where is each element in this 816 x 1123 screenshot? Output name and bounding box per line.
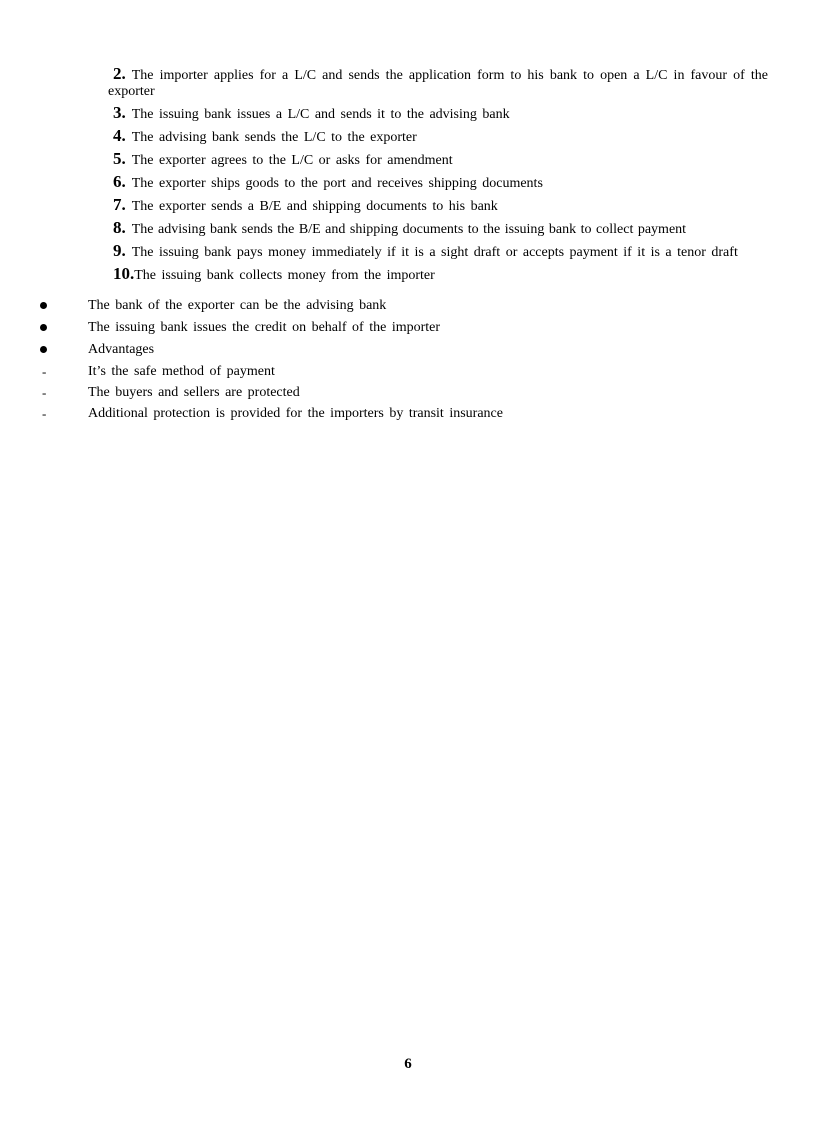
step-text: The exporter sends a B/E and shipping documents to his bank — [131, 199, 498, 214]
step-text: The importer applies for a L/C and sends the application form to his bank to open a L/C in favour of the exporter — [108, 68, 768, 99]
step-text: The issuing bank collects money from the importer — [134, 268, 435, 283]
step-number: 8. — [113, 218, 126, 237]
step-item — [108, 174, 768, 192]
step-item — [108, 128, 768, 146]
step-number: 10. — [113, 264, 135, 283]
dash-marker: - — [42, 385, 47, 400]
bullet-item — [40, 297, 740, 319]
bullet-item — [40, 319, 740, 341]
step-text: The exporter agrees to the L/C or asks for amendment — [131, 153, 453, 168]
step-item — [108, 220, 768, 238]
dash-marker: - — [42, 406, 47, 421]
step-number: 5. — [113, 149, 126, 168]
step-number: 3. — [113, 103, 126, 122]
step-text: The issuing bank pays money immediately if it is a sight draft or accepts payment if it is a tenor draft — [131, 245, 738, 260]
step-text: The advising bank sends the B/E and shipping documents to the issuing bank to collect payment — [131, 222, 687, 237]
step-number: 6. — [113, 172, 126, 191]
bullet-item — [40, 384, 740, 405]
bullet-text: Additional protection is provided for the importers by transit insurance — [88, 406, 503, 421]
lc-notes-list — [40, 297, 740, 426]
page-number: 6 — [404, 1056, 412, 1072]
step-number: 9. — [113, 241, 126, 260]
step-item — [108, 66, 768, 100]
step-number: 2. — [113, 64, 126, 83]
bullet-text: Advantages — [88, 342, 155, 357]
bullet-text: It’s the safe method of payment — [88, 364, 275, 379]
bullet-text: The bank of the exporter can be the advising bank — [88, 298, 387, 313]
step-item — [108, 243, 768, 261]
step-item — [108, 151, 768, 169]
bullet-dot-icon — [40, 346, 47, 353]
step-text: The issuing bank issues a L/C and sends it to the advising bank — [131, 107, 510, 122]
step-number: 4. — [113, 126, 126, 145]
bullet-item — [40, 341, 740, 363]
bullet-dot-icon — [40, 324, 47, 331]
step-item — [108, 105, 768, 123]
step-item — [108, 197, 768, 215]
lc-procedure-steps — [108, 66, 768, 289]
bullet-text: The issuing bank issues the credit on behalf of the importer — [88, 320, 441, 335]
bullet-item — [40, 363, 740, 384]
bullet-item — [40, 405, 740, 426]
dash-marker: - — [42, 364, 47, 379]
step-text: The advising bank sends the L/C to the exporter — [131, 130, 417, 145]
step-text: The exporter ships goods to the port and receives shipping documents — [131, 176, 543, 191]
bullet-dot-icon — [40, 302, 47, 309]
step-number: 7. — [113, 195, 126, 214]
bullet-text: The buyers and sellers are protected — [88, 385, 300, 400]
step-item — [108, 266, 768, 284]
